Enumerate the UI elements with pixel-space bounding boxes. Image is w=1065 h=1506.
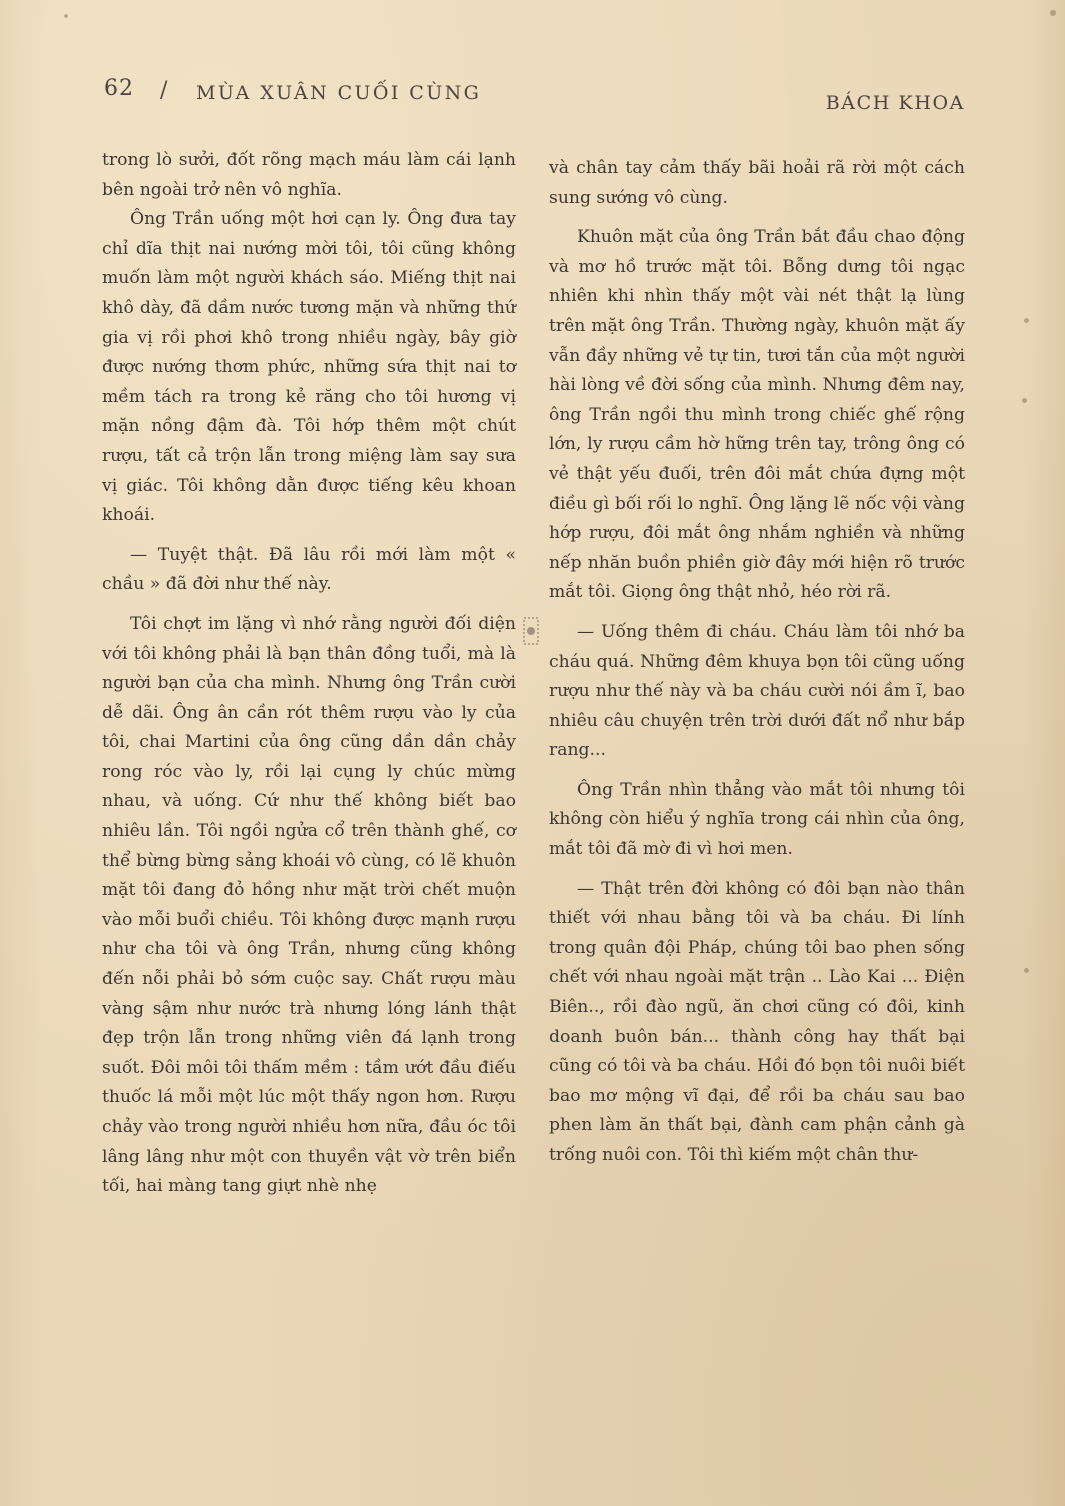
dialogue-paragraph: — Uống thêm đi cháu. Cháu làm tôi nhớ ba cháu quá. Những đêm khuya bọn tôi cũng uống rượu như thế này và ba cháu cười nói ầm ĩ, bao nhiêu câu chuyện trên trời dưới đất nổ như bắp rang... [549, 621, 965, 761]
left-column [102, 146, 516, 1202]
paper-speck [1050, 10, 1056, 16]
right-column [549, 154, 965, 1171]
paragraph: trong lò sưởi, đốt rõng mạch máu làm cái lạnh bên ngoài trở nên vô nghĩa. [102, 150, 516, 200]
page-number: 62 [104, 76, 134, 101]
paragraph: Ông Trần nhìn thẳng vào mắt tôi nhưng tôi không còn hiểu ý nghĩa trong cái nhìn của ông, mắt tôi đã mờ đi vì hơi men. [549, 779, 965, 860]
header-separator: / [160, 78, 168, 103]
journal-title: BÁCH KHOA [825, 92, 965, 114]
dialogue-paragraph: — Tuyệt thật. Đã lâu rồi mới làm một « chầu » đã đời như thế này. [102, 544, 516, 595]
paper-speck [1024, 318, 1029, 323]
paragraph: và chân tay cảm thấy bãi hoải rã rời một cách sung sướng vô cùng. [549, 158, 965, 208]
paragraph: Khuôn mặt của ông Trần bắt đầu chao động và mơ hồ trước mặt tôi. Bỗng dưng tôi ngạc nhiên khi nhìn thấy một vài nét thật lạ lùng trên mặt ông Trần. Thường ngày, khuôn mặt ấy vẫn đầy những vẻ tự tin, tươi tắn của một người hài lòng về đời sống của mình. Nhưng đêm nay, ông Trần ngồi thu mình trong chiếc ghế rộng lớn, ly rượu cầm hờ hững trên tay, trông ông có vẻ thật yếu đuối, trên đôi mắt chứa đựng một điều gì bối rối lo nghĩ. Ông lặng lẽ nốc vội vàng hớp rượu, đôi mắt ông nhắm nghiền và những nếp nhăn buồn phiền giờ đây mới hiện rõ trước mắt tôi. Giọng ông thật nhỏ, héo rời rã. [549, 227, 965, 603]
paper-speck [64, 14, 68, 18]
paragraph: Ông Trần uống một hơi cạn ly. Ông đưa tay chỉ dĩa thịt nai nướng mời tôi, tôi cũng không muốn làm một người khách sáo. Miếng thịt nai khô dày, đã dầm nước tương mặn và những thứ gia vị rồi phơi khô trong nhiều ngày, bây giờ được nướng thơm phức, những sứa thịt nai tơ mềm tách ra trong kẻ răng cho tôi hương vị mặn nồng đậm đà. Tôi hớp thêm một chút rượu, tất cả trộn lẫn trong miệng làm say sưa vị giác. Tôi không dằn được tiếng kêu khoan khoái. [102, 209, 516, 526]
ink-stamp-mark [518, 614, 544, 654]
paper-speck [1024, 968, 1029, 973]
dialogue-paragraph: — Thật trên đời không có đôi bạn nào thân thiết với nhau bằng tôi và ba cháu. Đi lính trong quân đội Pháp, chúng tôi bao phen sống chết với nhau ngoài mặt trận .. Lào Kai ... Điện Biên.., rồi đào ngũ, ăn chơi cũng có đôi, kinh doanh buôn bán... thành công hay thất bại cũng có tôi và ba cháu. Hồi đó bọn tôi nuôi biết bao mơ mộng vĩ đại, để rồi ba cháu sau bao phen làm ăn thất bại, đành cam phận cảnh gà trống nuôi con. Tôi thì kiếm một chân thư- [549, 878, 965, 1165]
page-header [104, 70, 965, 120]
book-title: MÙA XUÂN CUỐI CÙNG [196, 82, 482, 104]
paragraph: Tôi chợt im lặng vì nhớ rằng người đối diện với tôi không phải là bạn thân đồng tuổi, mà là người bạn của cha mình. Nhưng ông Trần cười dễ dãi. Ông ân cần rót thêm rượu vào ly của tôi, chai Martini của ông cũng dần dần chảy rong róc vào ly, rồi lại cụng ly chúc mừng nhau, và uống. Cứ như thế không biết bao nhiêu lần. Tôi ngồi ngửa cổ trên thành ghế, cơ thể bừng bừng sảng khoái vô cùng, có lẽ khuôn mặt tôi đang đỏ hồng như mặt trời chết muộn vào mỗi buổi chiều. Tôi không được mạnh rượu như cha tôi và ông Trần, nhưng cũng không đến nỗi phải bỏ sớm cuộc say. Chất rượu màu vàng sậm như nước trà nhưng lóng lánh thật đẹp trộn lẫn trong những viên đá lạnh trong suốt. Đôi môi tôi thấm mềm : tầm ướt đầu điếu thuốc lá mỗi một lúc một thấy ngon hơn. Rượu chảy vào trong người nhiều hơn nữa, đầu óc tôi lâng lâng như một con thuyền vật vờ trên biển tối, hai màng tang giựt nhè nhẹ [102, 613, 516, 1197]
paper-speck [1022, 398, 1027, 403]
